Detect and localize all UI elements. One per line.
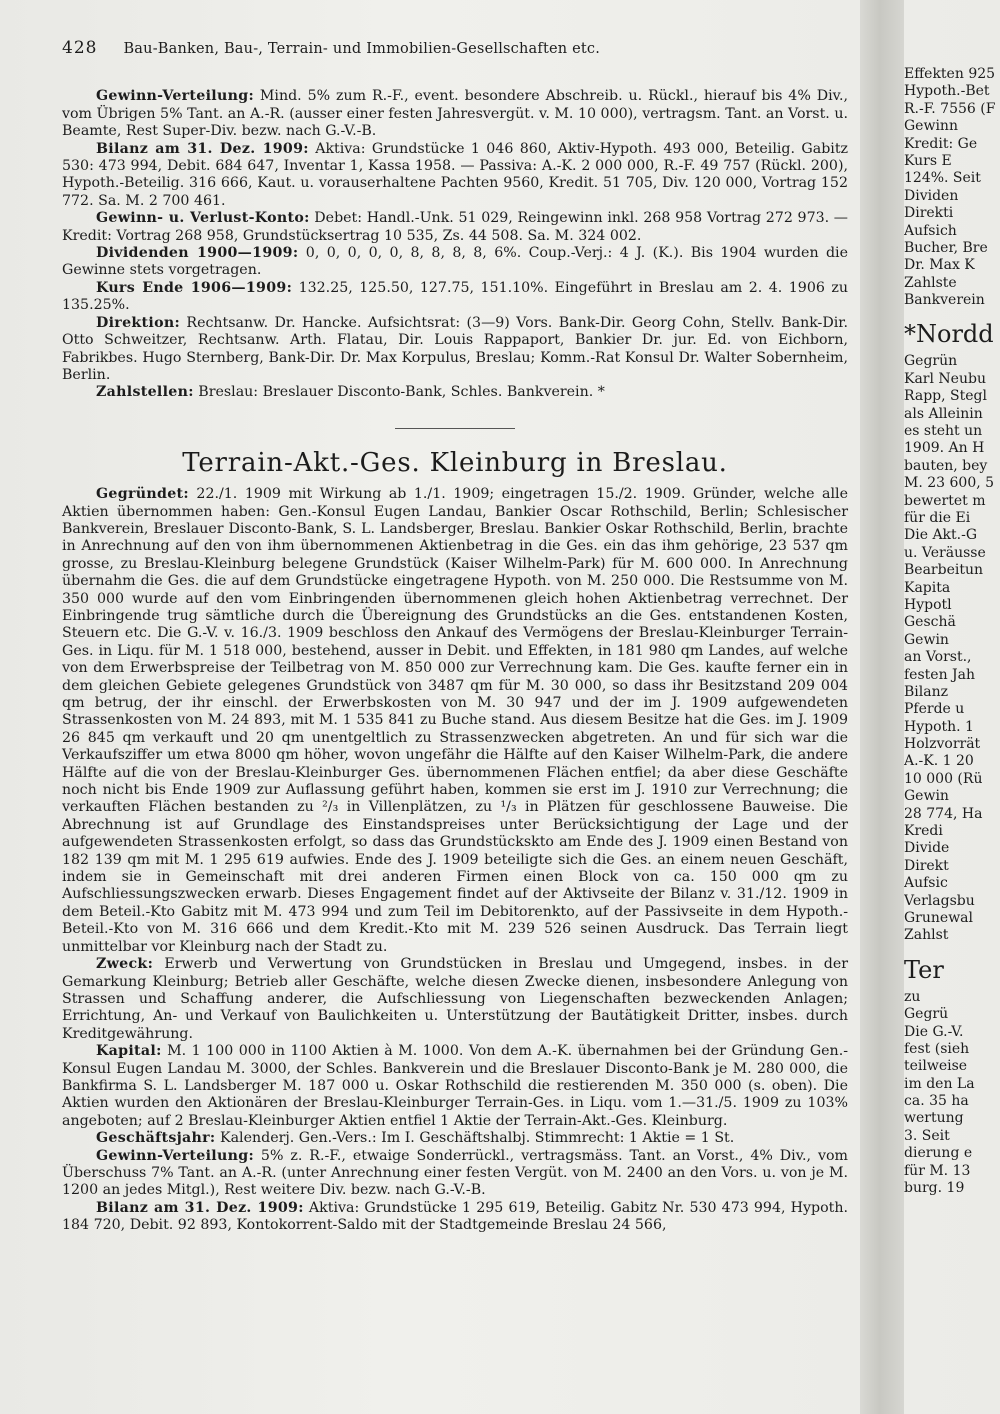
entry-paragraph <box>62 486 848 956</box>
fragment-line: Kapita <box>904 579 951 596</box>
fragment-heading: *Nordd <box>904 320 994 349</box>
fragment-line: für die Ei <box>904 509 971 526</box>
fragment-line: bewertet m <box>904 492 986 509</box>
entry-paragraph-text: Aktiva: Grundstücke 1 295 619, Beteilig. Gabitz Nr. 530 473 994, Hypoth. 184 720, Debit. 92 893, Kontokorrent-Saldo mit der Stadtgemeinde Breslau 24 566, <box>62 1199 848 1234</box>
fragment-line: fest (sieh <box>904 1040 970 1057</box>
previous-company-entry <box>62 88 848 401</box>
entry-paragraph <box>62 1043 848 1130</box>
entry-paragraph <box>62 956 848 1043</box>
fragment-line: Hypotl <box>904 596 952 613</box>
adjacent-page-fragment <box>904 40 1000 1414</box>
entry-paragraph <box>62 384 848 401</box>
entry-paragraph-label: Kurs Ende 1906—1909: <box>96 279 293 296</box>
fragment-line: Bankverein <box>904 292 985 309</box>
fragment-line: dierung e <box>904 1145 973 1162</box>
page-gutter <box>860 0 904 1414</box>
fragment-line: 3. Seit <box>904 1127 950 1144</box>
section-divider <box>395 428 515 429</box>
fragment-line: an Vorst., <box>904 649 972 666</box>
fragment-line: Effekten 925 <box>904 66 996 82</box>
fragment-line: Dividen <box>904 187 959 204</box>
entry-paragraph-label: Zahlstellen: <box>96 384 194 401</box>
entry-paragraph <box>62 1130 848 1147</box>
running-title: Bau-Banken, Bau-, Terrain- und Immobilien-Gesellschaften etc. <box>123 41 601 57</box>
entry-paragraph-label: Zweck: <box>96 956 154 973</box>
fragment-line: Gegrü <box>904 1006 949 1023</box>
page-number: 428 <box>62 38 98 58</box>
entry-paragraph-label: Gewinn-Verteilung: <box>96 1147 254 1164</box>
entry-paragraph-label: Bilanz am 31. Dez. 1909: <box>96 1199 304 1216</box>
fragment-line: Direkt <box>904 857 949 874</box>
entry-paragraph-text: 132.25, 125.50, 127.75, 151.10%. Eingeführt in Breslau am 2. 4. 1906 zu 135.25%. <box>62 279 848 314</box>
fragment-line: Verlagsbu <box>904 892 975 909</box>
entry-paragraph-text: 5% z. R.-F., etwaige Sonderrückl., vertragsmäss. Tant. an Vorst., 4% Div., vom Überschuss 7% Tant. an A.-R. (unter Anrechnung einer festen Vergüt. von M. 2400 an den Vors. u. von je M. 1200 an jedes Mitgl.), Rest weitere Div. bezw. nach G.-V.-B. <box>62 1147 848 1199</box>
fragment-line: 124%. Seit <box>904 170 981 187</box>
fragment-line: für M. 13 <box>904 1162 971 1179</box>
section-title: Terrain-Akt.-Ges. Kleinburg in Breslau. <box>182 447 728 478</box>
fragment-line: Bucher, Bre <box>904 239 988 256</box>
main-column <box>62 40 848 1235</box>
entry-paragraph <box>62 210 848 245</box>
fragment-line: es steht un <box>904 423 983 440</box>
fragment-line: ca. 35 ha <box>904 1093 969 1110</box>
fragment-line: teilweise <box>904 1058 968 1075</box>
entry-paragraph-text: 0, 0, 0, 0, 0, 8, 8, 8, 8, 6%. Coup.-Verj.: 4 J. (K.). Bis 1904 wurden die Gewinne stets vorgetragen. <box>62 245 848 279</box>
entry-paragraph-label: Kapital: <box>96 1043 162 1060</box>
entry-paragraph-label: Gewinn- u. Verlust-Konto: <box>96 210 310 227</box>
fragment-line: 10 000 (Rü <box>904 770 983 787</box>
fragment-line: Divide <box>904 840 950 857</box>
entry-paragraph-text: Rechtsanw. Dr. Hancke. Aufsichtsrat: (3—9) Vors. Bank-Dir. Georg Cohn, Stellv. Bank-Dir. Otto Schweitzer, Rechtsanw. Arth. Flatau, Dir. Louis Rappaport, Bankier Dr. jur. Ed. von Eichborn, Fabrikbes. Hugo Sternberg, Bank-Dir. Dr. Max Korpulus, Breslau; Komm.-Rat Konsul Dr. Walter Sobernheim, Berlin. <box>62 314 848 383</box>
fragment-line: 28 774, Ha <box>904 805 983 822</box>
fragment-line: Aufsic <box>904 875 948 892</box>
fragment-line: Kredi <box>904 823 943 840</box>
fragment-line: burg. 19 <box>904 1180 965 1197</box>
fragment-line: Pferde u <box>904 701 965 718</box>
fragment-line: Holzvorrät <box>904 736 981 753</box>
entry-paragraph-label: Gegründet: <box>96 486 189 503</box>
entry-paragraph <box>62 315 848 385</box>
fragment-line: Gegrün <box>904 353 958 370</box>
fragment-line: Gewinn <box>904 118 958 135</box>
fragment-line: 1909. An H <box>904 440 985 457</box>
fragment-line: Direkti <box>904 205 954 222</box>
entry-paragraph-label: Dividenden 1900—1909: <box>96 245 299 262</box>
fragment-line: Die Akt.-G <box>904 527 978 544</box>
entry-paragraph <box>62 88 848 140</box>
fragment-heading: Ter <box>904 955 944 984</box>
entry-paragraph-text: Aktiva: Grundstücke 1 046 860, Aktiv-Hypoth. 493 000, Beteilig. Gabitz 530: 473 994, Debit. 684 647, Inventar 1, Kassa 1958. — Passiva: A.-K. 2 000 000, R.-F. 49 757 (Rückl. 200), Hypoth.-Beteilig. 316 666, Kaut. u. vorauserhaltene Pachten 9560, Kredit. 51 705, Div. 120 000, Vortrag 152 772. Sa. M. 2 700 461. <box>62 140 848 209</box>
entry-paragraph <box>62 141 848 211</box>
fragment-line: u. Veräusse <box>904 544 986 561</box>
entry-paragraph-text: 22./1. 1909 mit Wirkung ab 1./1. 1909; eingetragen 15./2. 1909. Gründer, welche alle Aktien übernommen haben: Gen.-Konsul Eugen Landau, Bankier Oscar Rothschild, Berlin; Schlesischer Bankverein, Breslauer Disconto-Bank, S. L. Landsberger, Breslau. Bankier Oskar Rothschild, Berlin, brachte in Anrechnung auf den von ihm übernommenen Aktienbetrag in die Ges. ein das ihm gehörige, 23 537 qm grosse, zu Breslau-Kleinburg belegene Grundstück (Kaiser Wilhelm-Park) für M. 600 000. In Anrechnung übernahm die Ges. die auf dem Grundstücke eingetragene Hypoth. von M. 250 000. Die Restsumme von M. 350 000 wurde auf den vom Einbringenden übernommenen gleich hohen Aktienbetrag verrechnet. Der Einbringende trug sämtliche durch die Übereignung des Grundstücks an die Ges. entstandenen Kosten, Steuern etc. Die G.-V. v. 16./3. 1909 beschloss den Ankauf des Vermögens der Breslau-Kleinburger Terrain-Ges. in Liqu. für M. 1 518 000, bestehend, ausser in Debit. und Effekten, in 181 980 qm Landes, auf welche von dem Erwerbspreise der Teilbetrag von M. 850 000 zur Verrechnung kam. Die Ges. kaufte ferner ein in dem gleichen Gebiete gelegenes Grundstück von 3487 qm für M. 30 000, so dass ihr Besitzstand 209 004 qm betrug, der ihr einschl. der Erwerbskosten von M. 30 947 und der im J. 1909 aufgewendeten Strassenkosten von M. 24 893, mit M. 1 535 841 zu Buche stand. Aus diesem Besitze hat die Ges. im J. 1909 26 845 qm verkauft und 20 qm unentgeltlich zu Strassenzwecken abgetreten. An und für sich war die Verkaufsziffer um etwa 8000 qm höher, wovon ungefähr die Hälfte auf den Kaiser Wilhelm-Park, die andere Hälfte auf die von der Breslau-Kleinburger Ges. übernommenen Flächen entfiel; da aber diese Geschäfte noch nicht bis Ende 1909 zur Auflassung geführt haben, kommen sie erst im J. 1910 zur Verrechnung; die verkauften Flächen bestanden zu ²/₃ in Villenplätzen, zu ¹/₃ in Plätzen für geschlossene Bauweise. Die Abrechnung ist auf Grundlage des Einstandspreises unter Berücksichtigung der Lage und der aufgewendeten Strassenkosten erfolgt, so dass das Grundstückskto am Ende des J. 1909 einen Bestand von 182 139 qm mit M. 1 295 619 aufwies. Ende des J. 1909 beteiligte sich die Ges. an einem neuen Geschäft, indem sie in Gemeinschaft mit drei anderen Firmen einen Block von ca. 150 000 qm zu Aufschliessungszwecken erwarb. Dieses Engagement findet auf der Aktivseite der Bilanz v. 31./12. 1909 in dem Beteil.-Kto Gabitz mit M. 473 994 und zum Teil im Debitorenkto, auf der Passivseite in dem Hypoth.-Beteil.-Kto von M. 316 666 und dem Kredit.-Kto mit M. 239 526 seinen Ausdruck. Das Terrain liegt unmittelbar vor Kleinburg nach der Stadt zu. <box>62 486 848 955</box>
entry-paragraph <box>62 1200 848 1235</box>
fragment-line: Kurs E <box>904 152 952 169</box>
fragment-line: Aufsich <box>904 222 957 239</box>
fragment-line: Bearbeitun <box>904 562 983 579</box>
fragment-line: Die G.-V. <box>904 1023 964 1040</box>
fragment-line: Gewin <box>904 788 949 805</box>
fragment-line: Karl Neubu <box>904 370 986 387</box>
fragment-line: Dr. Max K <box>904 257 975 274</box>
entry-paragraph-label: Geschäftsjahr: <box>96 1130 216 1147</box>
entry-paragraph-text: Erwerb und Verwertung von Grundstücken in Breslau und Umgegend, insbes. in der Gemarkung Kleinburg; Betrieb aller Geschäfte, welche diesen Zwecke dienen, insbesondere Anlegung von Strassen und Schaffung anderer, die Aufschliessung von Liegenschaften bezweckenden Anlagen; Errichtung, An- und Verkauf von Baulichkeiten u. Unterstützung der Bautätigkeit Dritter, insbes. durch Kreditgewährung. <box>62 956 848 1042</box>
fragment-line: A.-K. 1 20 <box>904 753 974 770</box>
entry-paragraph <box>62 280 848 315</box>
company-entry-kleinburg <box>62 486 848 1234</box>
entry-paragraph-text: Breslau: Breslauer Disconto-Bank, Schles. Bankverein. * <box>193 384 605 401</box>
entry-paragraph-text: Kalenderj. Gen.-Vers.: Im I. Geschäftshalbj. Stimmrecht: 1 Aktie = 1 St. <box>215 1130 735 1147</box>
fragment-line: im den La <box>904 1075 975 1092</box>
fragment-line: als Alleinin <box>904 405 983 422</box>
fragment-line: Zahlste <box>904 274 957 291</box>
fragment-line: wertung <box>904 1110 964 1127</box>
entry-paragraph-text: Mind. 5% zum R.-F., event. besondere Abschreib. u. Rückl., hierauf bis 4% Div., vom Übrigen 5% Tant. an A.-R. (ausser einer festen Jahresvergüt. v. M. 10 000), vertragsm. Tant. an Vorst. u. Beamte, Rest Super-Div. bezw. nach G.-V.-B. <box>62 88 848 140</box>
page-header <box>62 40 848 58</box>
fragment-line: Gewin <box>904 631 949 648</box>
fragment-line: bauten, bey <box>904 457 988 474</box>
entry-paragraph-label: Direktion: <box>96 314 180 331</box>
entry-paragraph <box>62 1148 848 1200</box>
fragment-line: Hypoth. 1 <box>904 718 974 735</box>
fragment-line: Kredit: Ge <box>904 135 978 152</box>
entry-paragraph-label: Gewinn-Verteilung: <box>96 88 254 105</box>
entry-paragraph-text: Debet: Handl.-Unk. 51 029, Reingewinn inkl. 268 958 Vortrag 272 973. — Kredit: Vortrag 268 958, Grundstücksertrag 10 535, Zs. 44 508. Sa. M. 324 002. <box>62 210 848 244</box>
fragment-line: zu <box>904 988 921 1005</box>
fragment-line: R.-F. 7556 (F <box>904 100 996 117</box>
fragment-line: Bilanz <box>904 683 948 700</box>
fragment-line: Grunewal <box>904 909 974 926</box>
entry-paragraph-text: M. 1 100 000 in 1100 Aktien à M. 1000. Von dem A.-K. übernahmen bei der Gründung Gen.-Konsul Eugen Landau M. 3000, der Schles. Bankverein und die Breslauer Disconto-Bank je M. 280 000, die Bankfirma S. L. Landsberger M. 187 000 u. Oskar Rothschild die restierenden M. 350 000 (s. oben). Die Aktien wurden den Aktionären der Breslau-Kleinburger Terrain-Ges. in Liqu. vom 1.—31./5. 1909 zu 103% angeboten; auf 2 Breslau-Kleinburger Aktien entfiel 1 Aktie der Terrain-Akt.-Ges. Kleinburg. <box>62 1043 848 1129</box>
entry-paragraph <box>62 245 848 280</box>
fragment-line: Geschä <box>904 614 956 631</box>
fragment-line: M. 23 600, 5 <box>904 475 995 492</box>
fragment-line: Rapp, Stegl <box>904 388 987 405</box>
fragment-line: Zahlst <box>904 927 949 944</box>
fragment-line: Hypoth.-Bet <box>904 83 990 100</box>
entry-paragraph-label: Bilanz am 31. Dez. 1909: <box>96 140 309 157</box>
fragment-line: festen Jah <box>904 666 976 683</box>
